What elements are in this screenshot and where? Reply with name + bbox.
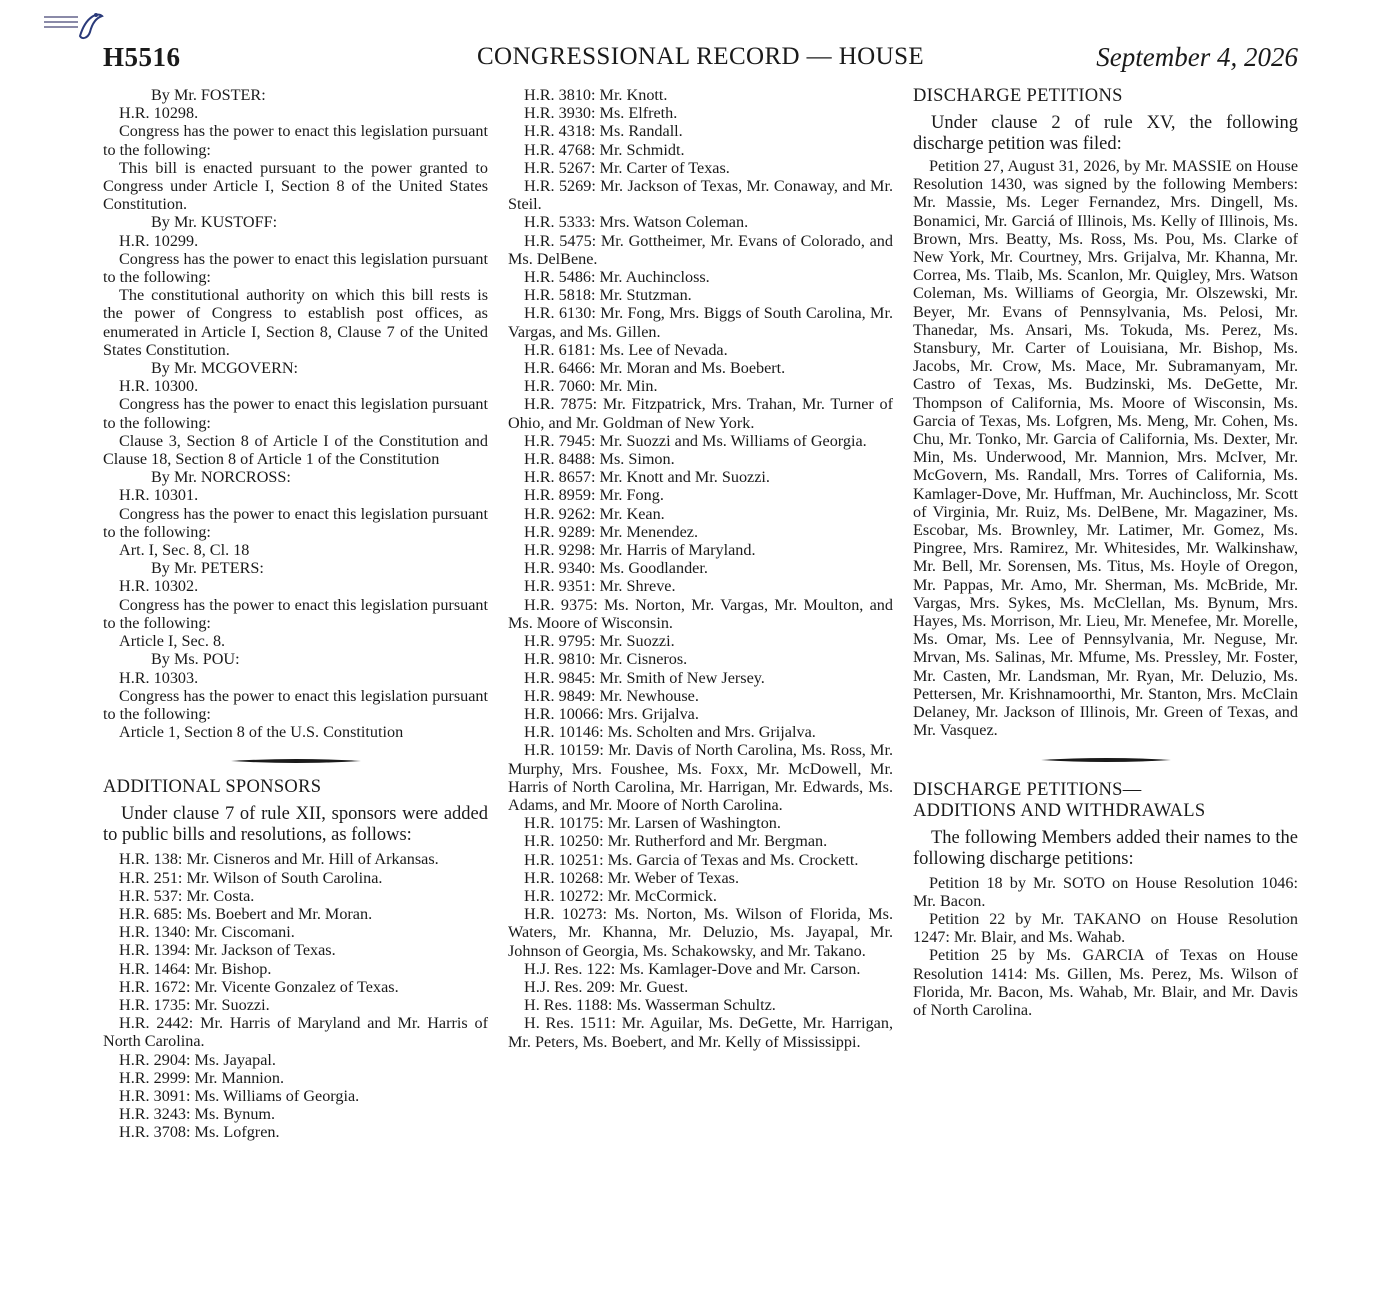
additions-heading-line-2: ADDITIONS AND WITHDRAWALS — [913, 800, 1206, 821]
sponsor-entry: H.R. 4318: Ms. Randall. — [524, 122, 683, 141]
petition-additions-list — [913, 874, 1298, 1020]
sponsor-entry: H.R. 685: Ms. Boebert and Mr. Moran. — [119, 904, 373, 923]
sponsor-entry: H.R. 3708: Ms. Lofgren. — [119, 1123, 280, 1142]
power-statement: Congress has the power to enact this legislation pursuant to the following: — [103, 595, 488, 632]
sponsor-entry: H.R. 251: Mr. Wilson of South Carolina. — [119, 868, 383, 887]
sponsor-entry: H.R. 9849: Mr. Newhouse. — [524, 686, 699, 705]
page-number: H5516 — [103, 42, 181, 72]
sponsor-entry: H.R. 4768: Mr. Schmidt. — [524, 140, 685, 159]
sponsor-entry: H.J. Res. 209: Mr. Guest. — [524, 977, 689, 996]
sponsor-entry: H.R. 8657: Mr. Knott and Mr. Suozzi. — [524, 468, 770, 487]
authority-statement — [103, 359, 488, 468]
sponsor-entry: H.R. 5267: Mr. Carter of Texas. — [524, 158, 730, 177]
authority-basis: The constitutional authority on which this bill rests is the power of Congress to establish post offices, as enumerated in Article I, Section 8, Clause 7 of the United States Constitution. — [103, 286, 488, 359]
column-3 — [913, 86, 1298, 1019]
section-divider — [231, 757, 361, 765]
petition-addition-entry: Petition 22 by Mr. TAKANO on House Resolution 1247: Mr. Blair, and Ms. Wahab. — [913, 909, 1298, 947]
byline: By Mr. FOSTER: — [151, 86, 266, 104]
sponsor-entry: H.R. 5333: Mrs. Watson Coleman. — [524, 213, 749, 232]
authority-statement — [103, 650, 488, 741]
power-statement: Congress has the power to enact this legislation pursuant to the following: — [103, 249, 488, 287]
sponsor-entry: H.R. 6466: Mr. Moran and Ms. Boebert. — [524, 359, 786, 378]
power-statement: Congress has the power to enact this legislation pursuant to the following: — [103, 122, 488, 159]
sponsor-entry: H.R. 10268: Mr. Weber of Texas. — [524, 868, 740, 887]
sponsor-entry: H.R. 5269: Mr. Jackson of Texas, Mr. Conaway, and Mr. Steil. — [508, 177, 893, 214]
sponsor-list — [508, 86, 893, 1051]
sponsor-entry: H.R. 10251: Ms. Garcia of Texas and Ms. Crockett. — [524, 850, 859, 869]
sponsor-entry: H.R. 5818: Mr. Stutzman. — [524, 286, 692, 305]
sponsor-entry: H.R. 1672: Mr. Vicente Gonzalez of Texas. — [119, 977, 399, 996]
sponsor-entry: H.R. 6181: Ms. Lee of Nevada. — [524, 340, 728, 359]
byline: By Mr. PETERS: — [151, 559, 264, 578]
sponsor-entry: H.R. 10272: Mr. McCormick. — [524, 886, 717, 905]
sponsor-entry: H.R. 10159: Mr. Davis of North Carolina, Ms. Ross, Mr. Murphy, Mrs. Foushee, Ms. Foxx, Mr. McDowell, Mr. Harris of North Carolina, Mr. Harrigan, Mr. Edwards, Ms. Adams, and Mr. Moore of North Carolina. — [508, 741, 893, 814]
sponsor-entry: H.R. 9351: Mr. Shreve. — [524, 577, 676, 596]
sponsor-entry: H.R. 10273: Ms. Norton, Ms. Wilson of Florida, Ms. Waters, Mr. Khanna, Mr. Deluzio, Ms. Jayapal, Mr. Johnson of Georgia, Ms. Schakowsky, and Mr. Takano. — [508, 905, 893, 960]
byline: By Mr. MCGOVERN: — [151, 359, 299, 378]
gpo-authenticated-eagle-icon — [42, 10, 104, 42]
sponsor-entry: H.R. 1735: Mr. Suozzi. — [119, 995, 270, 1014]
authority-basis: Article I, Sec. 8. — [119, 632, 226, 651]
bill-number: H.R. 10303. — [119, 668, 199, 687]
sponsor-entry: H.R. 5486: Mr. Auchincloss. — [524, 268, 710, 287]
bill-number: H.R. 10302. — [119, 577, 199, 596]
authority-basis: Art. I, Sec. 8, Cl. 18 — [119, 541, 250, 560]
additional-sponsors-heading: ADDITIONAL SPONSORS — [103, 777, 322, 798]
section-divider — [1041, 756, 1171, 764]
sponsor-entry: H.R. 7945: Mr. Suozzi and Ms. Williams of Georgia. — [524, 431, 867, 450]
sponsor-entry: H.J. Res. 122: Ms. Kamlager-Dove and Mr. Carson. — [524, 959, 861, 978]
sponsor-entry: H.R. 537: Mr. Costa. — [119, 886, 255, 905]
petition-27-text: Petition 27, August 31, 2026, by Mr. MASSIE on House Resolution 1430, was signed by the following Members: Mr. Massie, Ms. Leger Fernandez, Mrs. Dingell, Ms. Bonamici, Mr. Garciá of Illinois, Ms. Kelly of Illinois, Ms. Brown, Mrs. Beatty, Ms. Ross, Ms. Pou, Ms. Clarke of New York, Mr. Courtney, Mrs. Grijalva, Mr. Khanna, Mr. Correa, Ms. Tlaib, Ms. Scanlon, Mr. Quigley, Mrs. Watson Coleman, Ms. Williams of Georgia, Mr. Olszewski, Mr. Beyer, Mr. Evans of Pennsylvania, Ms. Pelosi, Mr. Thanedar, Ms. Ansari, Ms. Tokuda, Ms. Perez, Ms. Stansbury, Mr. Carter of Louisiana, Mr. Bishop, Ms. Jacobs, Mr. Crow, Ms. Mace, Mr. Subramanyam, Mr. Castro of Texas, Ms. Budzinski, Ms. DeGette, Mr. Thompson of California, Ms. Moore of Wisconsin, Ms. Garcia of Texas, Ms. Lofgren, Ms. Meng, Mr. Cohen, Ms. Chu, Mr. Tonko, Mr. Garcia of California, Ms. Dexter, Mr. Min, Ms. Underwood, Mr. Mannion, Mrs. McIver, Mr. McGovern, Ms. Randall, Mrs. Torres of California, Ms. Kamlager-Dove, Mr. Huffman, Mr. Auchincloss, Mr. Scott of Virginia, Mr. Ruiz, Ms. DelBene, Mr. Magaziner, Ms. Escobar, Ms. Brownley, Mr. Latimer, Mr. Gomez, Ms. Pingree, Mrs. Ramirez, Mr. Whitesides, Mr. Walkinshaw, Mr. Bell, Mr. Sorensen, Ms. Titus, Ms. Hoyle of Oregon, Mr. Pappas, Mr. Amo, Mr. Sherman, Ms. McBride, Mr. Vargas, Mrs. Sykes, Ms. McClellan, Ms. Bynum, Mrs. Hayes, Ms. Morrison, Mr. Lieu, Mr. Menefee, Mr. Morelle, Ms. Omar, Ms. Lee of Pennsylvania, Mr. Neguse, Mr. Mrvan, Ms. Salinas, Mr. Mfume, Ms. Pressley, Mr. Foster, Mr. Casten, Mr. Landsman, Mr. Ryan, Mr. Deluzio, Ms. Pettersen, Mr. Krishnamoorthi, Mr. Stanton, Mrs. McClain Delaney, Mr. Jackson of Illinois, Mr. Green of Texas, and Mr. Vasquez. — [913, 157, 1298, 740]
authority-basis: Clause 3, Section 8 of Article I of the Constitution and Clause 18, Section 8 of Article 1 of the Constitution — [103, 431, 488, 469]
discharge-petitions-heading: DISCHARGE PETITIONS — [913, 86, 1123, 106]
sponsor-entry: H.R. 9298: Mr. Harris of Maryland. — [524, 541, 756, 560]
authority-basis: Article 1, Section 8 of the U.S. Constitution — [119, 723, 404, 742]
power-statement: Congress has the power to enact this legislation pursuant to the following: — [103, 686, 488, 723]
additions-intro: The following Members added their names to the following discharge petitions: — [913, 827, 1298, 869]
additional-sponsors-intro: Under clause 7 of rule XII, sponsors were added to public bills and resolutions, as follows: — [103, 804, 488, 846]
sponsor-entry: H.R. 10175: Mr. Larsen of Washington. — [524, 814, 781, 833]
sponsor-entry: H.R. 9375: Ms. Norton, Mr. Vargas, Mr. Moulton, and Ms. Moore of Wisconsin. — [508, 595, 893, 632]
masthead-title: CONGRESSIONAL RECORD — HOUSE — [476, 43, 925, 70]
sponsor-entry: H.R. 10066: Mrs. Grijalva. — [524, 704, 699, 723]
authority-statement — [103, 213, 488, 359]
byline: By Mr. KUSTOFF: — [151, 213, 278, 232]
sponsor-entry: H.R. 7060: Mr. Min. — [524, 377, 658, 396]
byline: By Ms. POU: — [151, 650, 240, 669]
sponsor-entry: H.R. 3243: Ms. Bynum. — [119, 1105, 276, 1124]
sponsor-entry: H.R. 5475: Mr. Gottheimer, Mr. Evans of Colorado, and Ms. DelBene. — [508, 231, 893, 268]
sponsor-entry: H. Res. 1511: Mr. Aguilar, Ms. DeGette, Mr. Harrigan, Mr. Peters, Ms. Boebert, and Mr. Kelly of Mississippi. — [508, 1014, 893, 1051]
sponsor-entry: H.R. 6130: Mr. Fong, Mrs. Biggs of South Carolina, Mr. Vargas, and Ms. Gillen. — [508, 304, 893, 341]
authority-statement — [103, 86, 488, 213]
authority-statement — [103, 468, 488, 559]
byline: By Mr. NORCROSS: — [151, 468, 291, 487]
petition-addition-entry: Petition 18 by Mr. SOTO on House Resolution 1046: Mr. Bacon. — [913, 873, 1298, 910]
power-statement: Congress has the power to enact this legislation pursuant to the following: — [103, 504, 488, 541]
column-1 — [103, 86, 488, 1142]
bill-number: H.R. 10300. — [119, 377, 199, 396]
authority-basis: This bill is enacted pursuant to the power granted to Congress under Article I, Section 8 of the United States Constitution. — [103, 158, 488, 214]
bill-number: H.R. 10301. — [119, 486, 199, 505]
sponsor-entry: H.R. 10146: Ms. Scholten and Mrs. Grijalva. — [524, 723, 816, 742]
page-header — [103, 42, 1298, 78]
sponsor-entry: H.R. 2442: Mr. Harris of Maryland and Mr. Harris of North Carolina. — [103, 1014, 488, 1051]
additions-heading-line-1: DISCHARGE PETITIONS— — [913, 779, 1142, 800]
power-statement: Congress has the power to enact this legislation pursuant to the following: — [103, 395, 488, 432]
publication-date: September 4, 2026 — [1096, 42, 1298, 72]
petition-addition-entry: Petition 25 by Ms. GARCIA of Texas on House Resolution 1414: Ms. Gillen, Ms. Perez, Ms. Wilson of Florida, Mr. Bacon, Ms. Wahab, Mr. Blair, and Mr. Davis of North Carolina. — [913, 946, 1298, 1019]
sponsor-entry: H.R. 1464: Mr. Bishop. — [119, 959, 272, 978]
sponsor-entry: H. Res. 1188: Ms. Wasserman Schultz. — [524, 996, 776, 1015]
bill-number: H.R. 10299. — [119, 231, 199, 250]
sponsor-entry: H.R. 9262: Mr. Kean. — [524, 504, 665, 523]
bill-number: H.R. 10298. — [119, 104, 199, 123]
sponsor-entry: H.R. 138: Mr. Cisneros and Mr. Hill of Arkansas. — [119, 850, 439, 869]
sponsor-entry: H.R. 9845: Mr. Smith of New Jersey. — [524, 668, 765, 687]
sponsor-entry: H.R. 9340: Ms. Goodlander. — [524, 559, 708, 578]
sponsor-entry: H.R. 1340: Mr. Ciscomani. — [119, 923, 295, 942]
sponsor-entry: H.R. 9289: Mr. Menendez. — [524, 522, 698, 541]
sponsor-entry: H.R. 10250: Mr. Rutherford and Mr. Bergman. — [524, 832, 828, 851]
authority-statement — [103, 559, 488, 650]
constitutional-authority-statements — [103, 86, 488, 741]
sponsor-entry: H.R. 1394: Mr. Jackson of Texas. — [119, 941, 336, 960]
column-2 — [508, 86, 893, 1051]
sponsor-entry: H.R. 2999: Mr. Mannion. — [119, 1068, 285, 1087]
sponsor-entry: H.R. 9810: Mr. Cisneros. — [524, 650, 688, 669]
sponsor-entry: H.R. 3930: Ms. Elfreth. — [524, 104, 678, 123]
sponsor-list — [103, 850, 488, 1141]
sponsor-entry: H.R. 3091: Ms. Williams of Georgia. — [119, 1086, 360, 1105]
sponsor-entry: H.R. 8488: Ms. Simon. — [524, 450, 675, 469]
sponsor-entry: H.R. 2904: Ms. Jayapal. — [119, 1050, 276, 1069]
sponsor-entry: H.R. 7875: Mr. Fitzpatrick, Mrs. Trahan, Mr. Turner of Ohio, and Mr. Goldman of New York. — [508, 395, 893, 432]
sponsor-entry: H.R. 9795: Mr. Suozzi. — [524, 632, 675, 651]
sponsor-entry: H.R. 8959: Mr. Fong. — [524, 486, 664, 505]
discharge-petitions-intro: Under clause 2 of rule XV, the following discharge petition was filed: — [913, 113, 1298, 154]
sponsor-entry: H.R. 3810: Mr. Knott. — [524, 86, 668, 104]
